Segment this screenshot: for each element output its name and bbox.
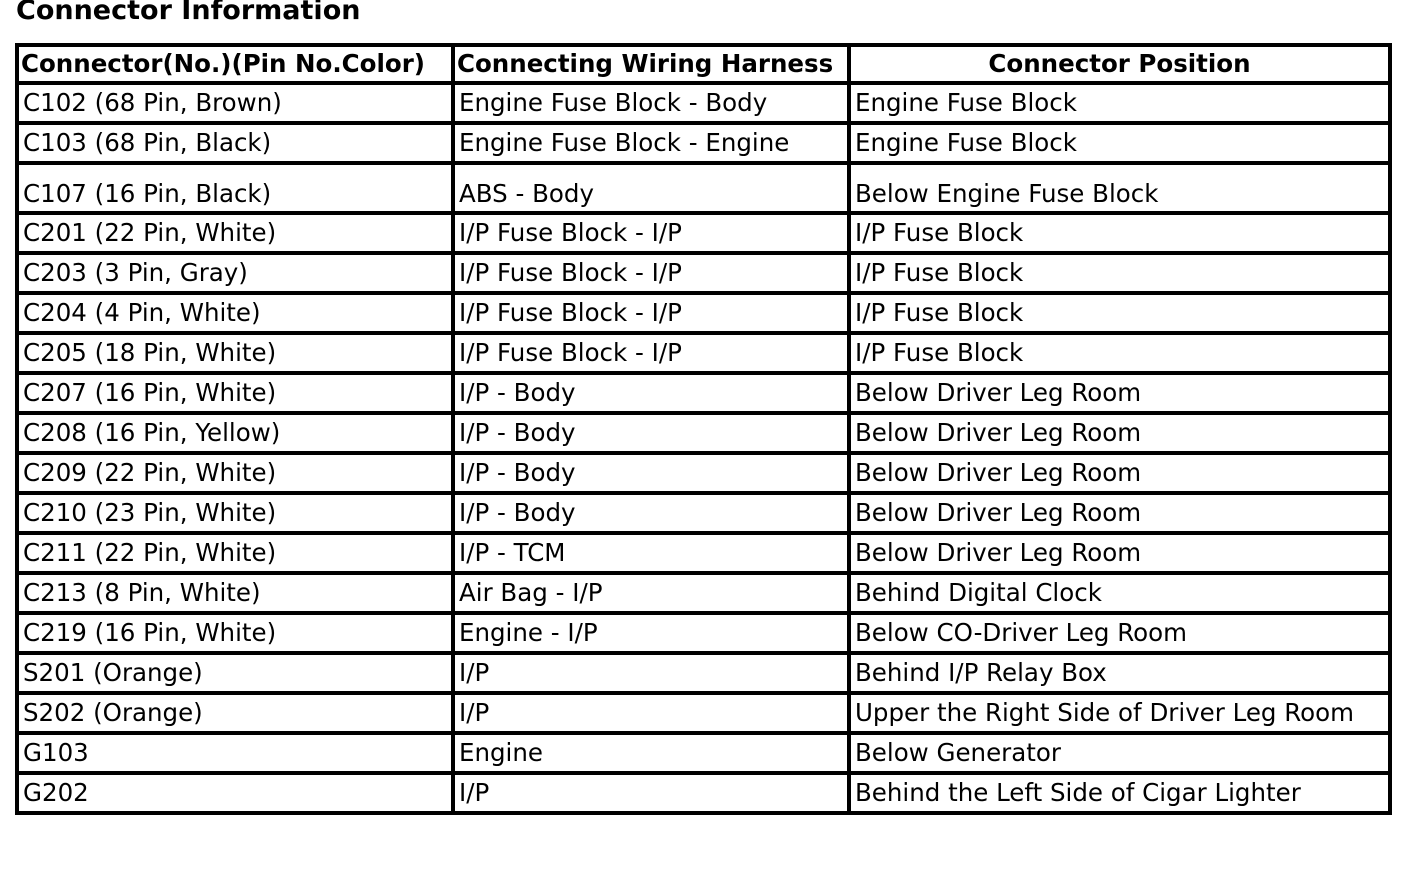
wiring-harness-cell: Engine Fuse Block - Body: [453, 83, 849, 123]
connector-cell: C204 (4 Pin, White): [17, 293, 453, 333]
position-cell: Below Engine Fuse Block: [849, 163, 1390, 213]
connector-cell: C107 (16 Pin, Black): [17, 163, 453, 213]
position-cell: Below Driver Leg Room: [849, 533, 1390, 573]
page-title: Connector Information: [16, 0, 361, 26]
column-header-connector: Connector(No.)(Pin No.Color): [17, 45, 453, 83]
connector-cell: C209 (22 Pin, White): [17, 453, 453, 493]
wiring-harness-cell: Engine: [453, 733, 849, 773]
table-row: [17, 733, 1390, 773]
position-cell: Behind the Left Side of Cigar Lighter: [849, 773, 1390, 813]
wiring-harness-cell: I/P: [453, 653, 849, 693]
position-cell: Below Generator: [849, 733, 1390, 773]
table-row: [17, 573, 1390, 613]
table-row: [17, 163, 1390, 213]
connector-cell: C207 (16 Pin, White): [17, 373, 453, 413]
position-cell: I/P Fuse Block: [849, 293, 1390, 333]
table-row: [17, 693, 1390, 733]
connector-cell: C210 (23 Pin, White): [17, 493, 453, 533]
connector-cell: C103 (68 Pin, Black): [17, 123, 453, 163]
connector-cell: C102 (68 Pin, Brown): [17, 83, 453, 123]
wiring-harness-cell: I/P: [453, 773, 849, 813]
wiring-harness-cell: I/P - Body: [453, 373, 849, 413]
connector-cell: C219 (16 Pin, White): [17, 613, 453, 653]
table-row: [17, 333, 1390, 373]
wiring-harness-cell: I/P - Body: [453, 413, 849, 453]
wiring-harness-cell: I/P - TCM: [453, 533, 849, 573]
connector-cell: G103: [17, 733, 453, 773]
table-row: [17, 253, 1390, 293]
table-row: [17, 493, 1390, 533]
wiring-harness-cell: Air Bag - I/P: [453, 573, 849, 613]
table-row: [17, 773, 1390, 813]
connector-table: [15, 43, 1392, 815]
column-header-wiring-harness: Connecting Wiring Harness: [453, 45, 849, 83]
position-cell: Below Driver Leg Room: [849, 413, 1390, 453]
connector-cell: C208 (16 Pin, Yellow): [17, 413, 453, 453]
table-body: [17, 83, 1390, 813]
connector-cell: C201 (22 Pin, White): [17, 213, 453, 253]
table-row: [17, 123, 1390, 163]
wiring-harness-cell: I/P - Body: [453, 493, 849, 533]
table-row: [17, 83, 1390, 123]
position-cell: Engine Fuse Block: [849, 123, 1390, 163]
position-cell: Engine Fuse Block: [849, 83, 1390, 123]
table-row: [17, 653, 1390, 693]
wiring-harness-cell: I/P Fuse Block - I/P: [453, 213, 849, 253]
position-cell: Below Driver Leg Room: [849, 373, 1390, 413]
wiring-harness-cell: I/P - Body: [453, 453, 849, 493]
connector-cell: S202 (Orange): [17, 693, 453, 733]
table-row: [17, 413, 1390, 453]
table-row: [17, 213, 1390, 253]
connector-cell: G202: [17, 773, 453, 813]
table-row: [17, 613, 1390, 653]
connector-cell: S201 (Orange): [17, 653, 453, 693]
connector-cell: C213 (8 Pin, White): [17, 573, 453, 613]
wiring-harness-cell: I/P Fuse Block - I/P: [453, 293, 849, 333]
table-row: [17, 453, 1390, 493]
position-cell: I/P Fuse Block: [849, 333, 1390, 373]
position-cell: Below Driver Leg Room: [849, 453, 1390, 493]
position-cell: I/P Fuse Block: [849, 213, 1390, 253]
table-row: [17, 373, 1390, 413]
wiring-harness-cell: I/P Fuse Block - I/P: [453, 253, 849, 293]
position-cell: I/P Fuse Block: [849, 253, 1390, 293]
table-row: [17, 533, 1390, 573]
wiring-harness-cell: Engine - I/P: [453, 613, 849, 653]
position-cell: Upper the Right Side of Driver Leg Room: [849, 693, 1390, 733]
table-header-row: [17, 45, 1390, 83]
wiring-harness-cell: I/P: [453, 693, 849, 733]
connector-cell: C205 (18 Pin, White): [17, 333, 453, 373]
table-row: [17, 293, 1390, 333]
position-cell: Behind Digital Clock: [849, 573, 1390, 613]
wiring-harness-cell: Engine Fuse Block - Engine: [453, 123, 849, 163]
position-cell: Below Driver Leg Room: [849, 493, 1390, 533]
wiring-harness-cell: I/P Fuse Block - I/P: [453, 333, 849, 373]
position-cell: Below CO-Driver Leg Room: [849, 613, 1390, 653]
wiring-harness-cell: ABS - Body: [453, 163, 849, 213]
connector-cell: C203 (3 Pin, Gray): [17, 253, 453, 293]
connector-cell: C211 (22 Pin, White): [17, 533, 453, 573]
column-header-position: Connector Position: [849, 45, 1390, 83]
position-cell: Behind I/P Relay Box: [849, 653, 1390, 693]
